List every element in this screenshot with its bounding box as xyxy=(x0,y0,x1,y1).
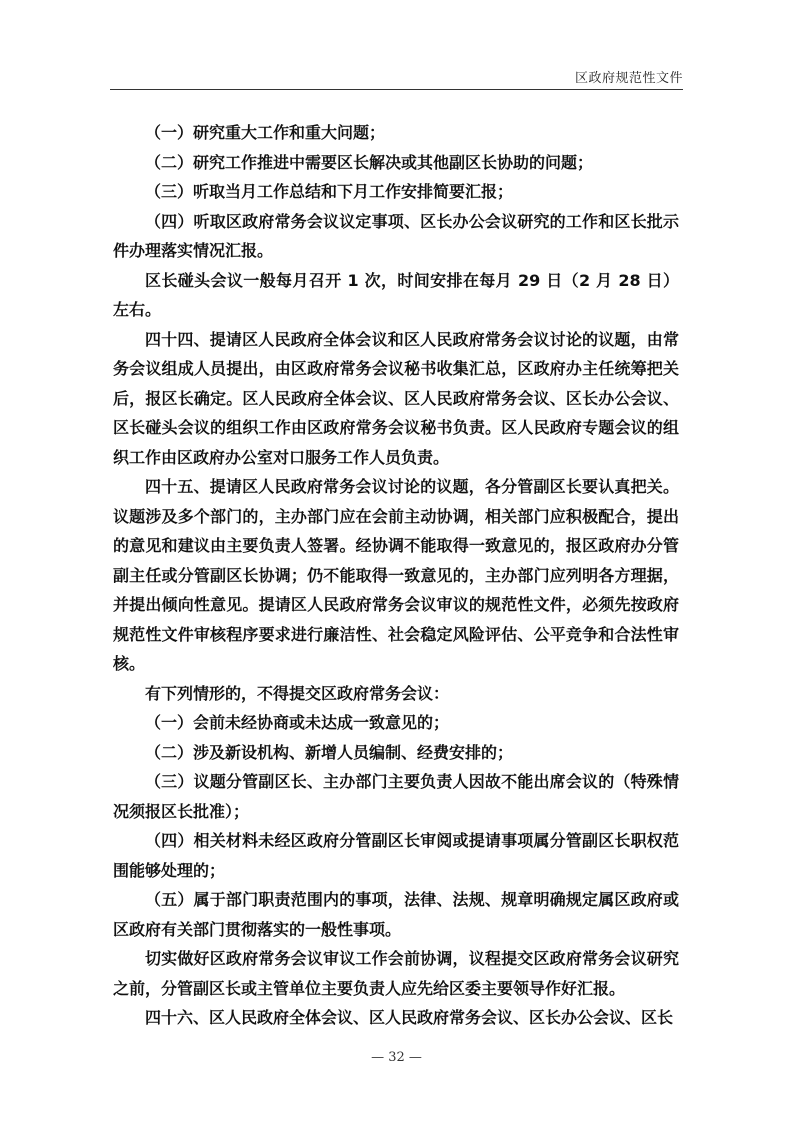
header-divider xyxy=(110,89,683,90)
paragraph: （四）听取区政府常务会议议定事项、区长办公会议研究的工作和区长批示件办理落实情况汇报。 xyxy=(113,211,679,260)
paragraph: 四十五、提请区人民政府常务会议讨论的议题，各分管副区长要认真把关。议题涉及多个部门的，主办部门应在会前主动协调，相关部门应积极配合，提出的意见和建议由主要负责人签署。经协调不能取得一致意见的，报区政府办分管副主任或分管副区长协调；仍不能取得一致意见的，主办部门应列明各方理据，并提出倾向性意见。提请区人民政府常务会议审议的规范性文件，必须先按政府规范性文件审核程序要求进行廉洁性、社会稳定风险评估、公平竞争和合法性审核。 xyxy=(113,477,679,673)
document-body xyxy=(113,118,679,1033)
paragraph: 四十六、区人民政府全体会议、区人民政府常务会议、区长办公会议、区长 xyxy=(145,1008,674,1027)
paragraph: （一）研究重大工作和重大问题； xyxy=(145,123,386,142)
paragraph: （三）议题分管副区长、主办部门主要负责人因故不能出席会议的（特殊情况须报区长批准）； xyxy=(113,772,679,821)
paragraph: （三）听取当月工作总结和下月工作安排简要汇报； xyxy=(145,182,514,201)
paragraph: （五）属于部门职责范围内的事项，法律、法规、规章明确规定属区政府或区政府有关部门贯彻落实的一般性事项。 xyxy=(113,890,679,939)
header-title: 区政府规范性文件 xyxy=(574,71,683,86)
paragraph: （四）相关材料未经区政府分管副区长审阅或提请事项属分管副区长职权范围能够处理的； xyxy=(113,831,679,880)
paragraph: （一）会前未经协商或未达成一致意见的； xyxy=(145,713,450,732)
paragraph: 四十四、提请区人民政府全体会议和区人民政府常务会议讨论的议题，由常务会议组成人员提出，由区政府常务会议秘书收集汇总，区政府办主任统筹把关后，报区长确定。区人民政府全体会议、区人民政府常务会议、区长办公会议、区长碰头会议的组织工作由区政府常务会议秘书负责。区人民政府专题会议的组织工作由区政府办公室对口服务工作人员负责。 xyxy=(113,329,679,467)
paragraph: （二）研究工作推进中需要区长解决或其他副区长协助的问题； xyxy=(145,152,594,172)
paragraph: 区长碰头会议一般每月召开 1 次，时间安排在每月 29 日（2 月 28 日）左右。 xyxy=(113,270,679,319)
paragraph: 有下列情形的，不得提交区政府常务会议： xyxy=(145,683,450,703)
paragraph: 切实做好区政府常务会议审议工作会前协调，议程提交区政府常务会议研究之前，分管副区长或主管单位主要负责人应先给区委主要领导作好汇报。 xyxy=(113,949,679,998)
paragraph: （二）涉及新设机构、新增人员编制、经费安排的； xyxy=(145,742,514,762)
page-number: — 32 — xyxy=(371,1050,422,1065)
